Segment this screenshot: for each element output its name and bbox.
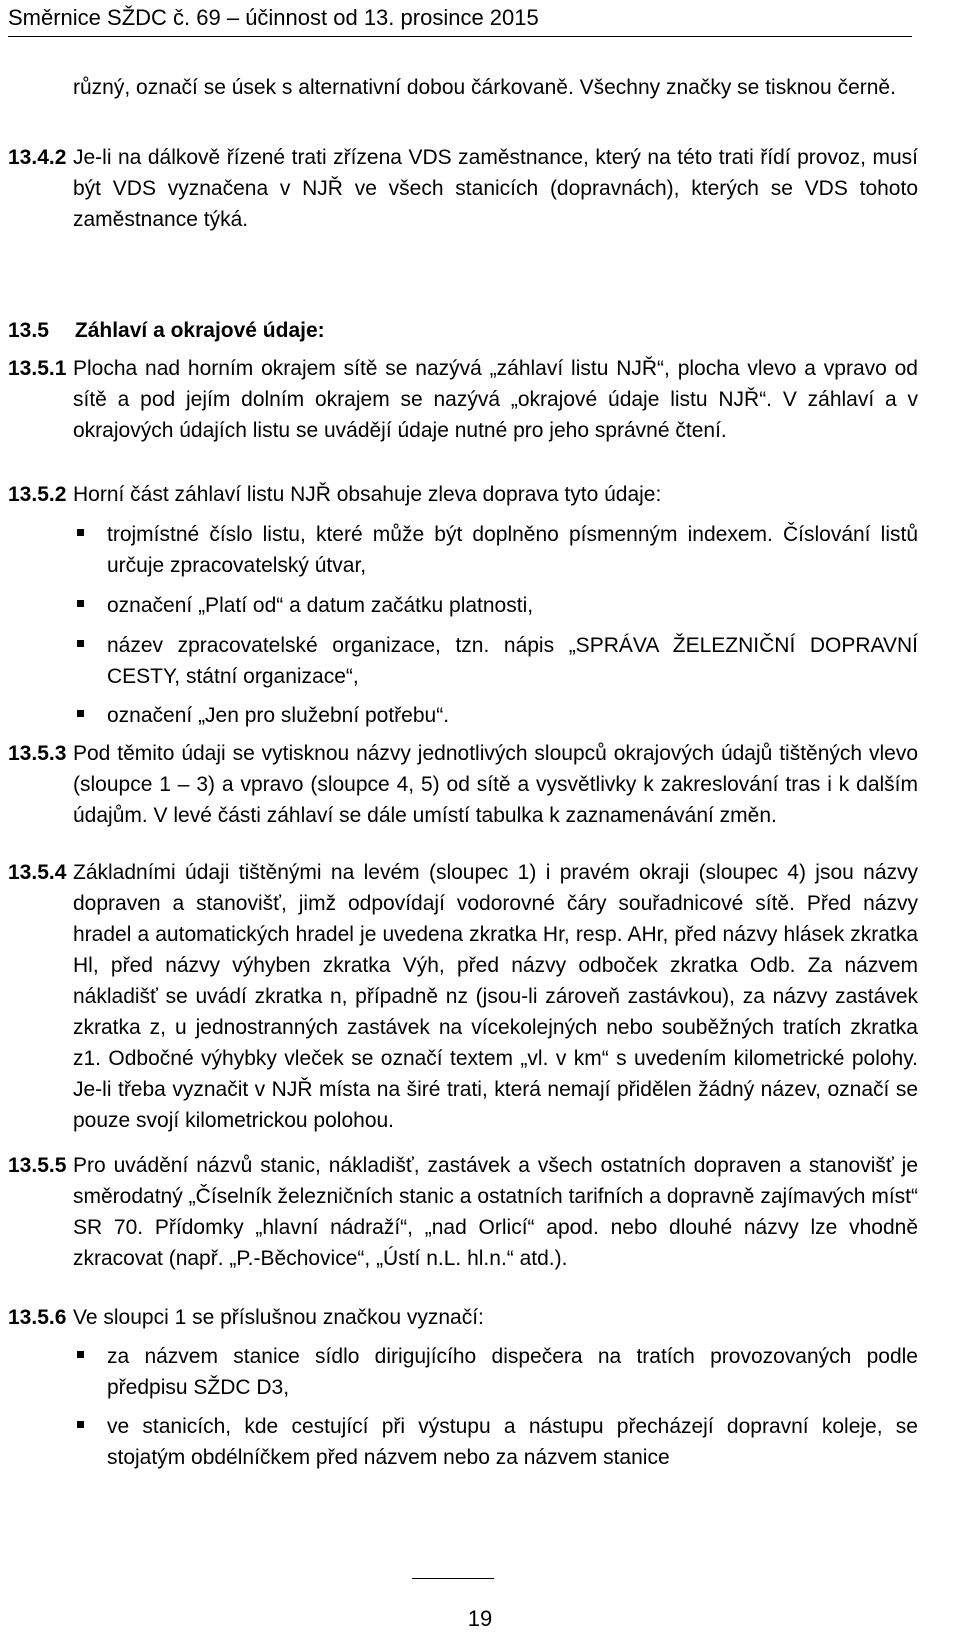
bullet-item: ve stanicích, kde cestující při výstupu a nástupu přecházejí dopravní koleje, se stojatým obdélníčkem před názvem nebo za názvem stanice — [107, 1415, 918, 1469]
paragraph-number-13-5-3: 13.5.3 — [8, 742, 67, 765]
header-rule — [8, 36, 912, 37]
paragraph-13-5-3: Pod těmito údaji se vytisknou názvy jednotlivých sloupců okrajových údajů tištěných vlevo (sloupce 1 – 3) a vpravo (sloupce 4, 5) od sítě a vysvětlivky k zakreslování tras i k dalším údajům. V levé části záhlaví se dále umístí tabulka k zaznamenávání změn. — [73, 742, 918, 827]
document-header: Směrnice SŽDC č. 69 – účinnost od 13. prosince 2015 — [8, 5, 539, 30]
bullet-item: trojmístné číslo listu, které může být doplněno písmenným indexem. Číslování listů určuje zpracovatelský útvar, — [107, 523, 918, 577]
paragraph-13-5-1: Plocha nad horním okrajem sítě se nazývá „záhlaví listu NJŘ“, plocha vlevo a vpravo od sítě a pod jejím dolním okrajem se nazývá „okrajové údaje listu NJŘ“. V záhlaví a v okrajových údajích listu se uvádějí údaje nutné pro jeho správné čtení. — [73, 357, 918, 442]
bullet-item: název zpracovatelské organizace, tzn. nápis „SPRÁVA ŽELEZNIČNÍ DOPRAVNÍ CESTY, státní organizace“, — [107, 634, 918, 688]
paragraph-number-13-5-4: 13.5.4 — [8, 861, 67, 884]
footer-rule — [412, 1578, 494, 1579]
paragraph-13-5-5: Pro uvádění názvů stanic, nákladišť, zastávek a všech ostatních dopraven a stanovišť je směrodatný „Číselník železničních stanic a ostatních tarifních a dopravně zajímavých míst“ SR 70. Přídomky „hlavní nádraží“, „nad Orlicí“ apod. nebo dlouhé názvy lze vhodně zkracovat (např. „P.-Běchovice“, „Ústí n.L. hl.n.“ atd.). — [73, 1154, 918, 1270]
page-number: 19 — [467, 1606, 493, 1631]
paragraph-number-13-5-6: 13.5.6 — [8, 1306, 67, 1329]
section-title: Záhlaví a okrajové údaje: — [74, 319, 325, 342]
bullet-icon — [77, 640, 84, 647]
bullet-icon — [77, 1421, 84, 1428]
bullet-item: označení „Platí od“ a datum začátku platnosti, — [107, 594, 534, 617]
bullet-icon — [77, 710, 84, 717]
paragraph-13-4-2: Je-li na dálkově řízené trati zřízena VDS zaměstnance, který na této trati řídí provoz, musí být VDS vyznačena v NJŘ ve všech stanicích (dopravnách), kterých se VDS tohoto zaměstnance týká. — [73, 146, 918, 231]
paragraph-13-5-2: Horní část záhlaví listu NJŘ obsahuje zleva doprava tyto údaje: — [73, 483, 662, 506]
bullet-icon — [77, 529, 84, 536]
bullet-icon — [77, 600, 84, 607]
bullet-item: označení „Jen pro služební potřebu“. — [107, 704, 450, 727]
paragraph-number-13-5-1: 13.5.1 — [8, 357, 67, 380]
paragraph-number-13-5-5: 13.5.5 — [8, 1154, 67, 1177]
section-heading — [8, 315, 325, 346]
continuation-paragraph: různý, označí se úsek s alternativní dobou čárkovaně. Všechny značky se tisknou černě. — [73, 76, 896, 99]
bullet-item: za názvem stanice sídlo dirigujícího dispečera na tratích provozovaných podle předpisu SŽDC D3, — [107, 1345, 918, 1399]
section-number: 13.5 — [8, 319, 49, 342]
bullet-icon — [77, 1351, 84, 1358]
paragraph-13-5-4: Základními údaji tištěnými na levém (sloupec 1) i pravém okraji (sloupec 4) jsou názvy dopraven a stanovišť, jimž odpovídají vodorovné čáry souřadnicové sítě. Před názvy hradel a automatických hradel je uvedena zkratka Hr, resp. AHr, před názvy hlásek zkratka Hl, před názvy výhyben zkratka Výh, před názvy odboček zkratka Odb. Za názvem nákladišť se uvádí zkratka n, případně nz (jsou-li zároveň zastávkou), za názvy zastávek zkratka z, u jednostranných zastávek na vícekolejných nebo souběžných tratích zkratka z1. Odbočné výhybky vleček se označí textem „vl. v km“ s uvedením kilometrické polohy. Je-li třeba vyznačit v NJŘ místa na širé trati, která nemají přidělen žádný název, označí se pouze svojí kilometrickou polohou. — [73, 861, 918, 1132]
paragraph-number-13-5-2: 13.5.2 — [8, 483, 67, 506]
paragraph-13-5-6: Ve sloupci 1 se příslušnou značkou vyznačí: — [73, 1306, 484, 1329]
paragraph-number-13-4-2: 13.4.2 — [8, 146, 67, 169]
